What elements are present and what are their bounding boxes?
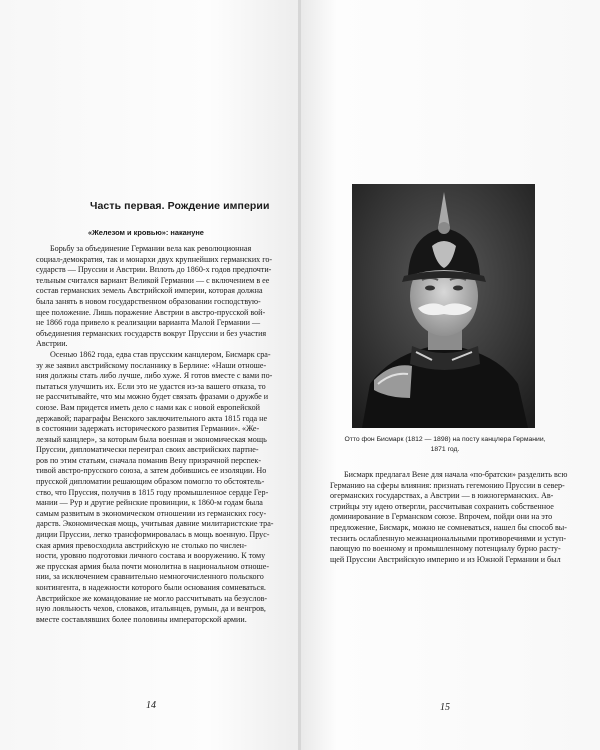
text-line: огерманских государствах, а Австрии — в южногерманских. Ав-	[330, 491, 554, 501]
left-page-text	[36, 244, 274, 625]
page-number-right: 15	[440, 702, 450, 713]
photo-caption	[338, 435, 552, 454]
text-line: тивой австро-прусского союза, а затем добившись ее изоляции. Но	[36, 466, 267, 476]
page-number-left: 14	[146, 700, 156, 711]
text-line: державой; параграфы Венского заключительного акта 1815 года не	[36, 413, 268, 423]
text-line: сударств — Пруссии и Австрии. Вплоть до 1860-х годов предпочти-	[36, 265, 272, 275]
text-line: мании — Рур и другие рейнские провинции, к 1860-м годам была	[36, 498, 263, 508]
text-line: ская армия превосходила австрийскую не столько по числен-	[36, 540, 247, 550]
text-line: социал-демократия, так и монархи двух крупнейших германских го-	[36, 254, 273, 264]
text-line: лезный канцлер», за которым была военная и экономическая мощь	[36, 434, 267, 444]
text-line: предложение, Бисмарк, можно не сомневаться, нашел бы способ вы-	[330, 522, 567, 532]
text-line: щее положение. Лишь поражение Австрии в австро-прусской вой-	[36, 307, 266, 317]
text-line: Австрии.	[36, 339, 68, 349]
text-line: контингента, в надежности которого были основания сомневаться.	[36, 583, 266, 592]
text-line: нии, за исключением сравнительно немногочисленного польского	[36, 572, 264, 582]
text-line: Пруссии, дипломатически переиграл своих австрийских партне-	[36, 445, 259, 455]
text-line: ности, уровню подготовки личного состава и вооружению. К тому	[36, 551, 266, 561]
text-line: не 1866 года привело к реализации варианта Малой Германии —	[36, 318, 261, 328]
text-line: стрийцы эту идею отвергли, рассчитывая сохранить собственное	[330, 501, 554, 511]
text-line: дарств. Экономическая мощь, учитывая давние милитаристские тра-	[36, 519, 274, 529]
left-page	[0, 0, 299, 750]
text-line: Бисмарк предлагал Вене для начала «по-братски» разделить всю	[344, 470, 568, 479]
text-line: союзе. Вам придется иметь дело с нами как с новой европейской	[36, 402, 260, 412]
text-line: не рассчитывайте, что мы можно будет связать фразами о дружбе и	[36, 392, 269, 402]
text-line: же прусская армия была почти монолитна в национальном отноше-	[36, 561, 270, 571]
text-line: ную лояльность чехов, словаков, итальянцев, румын, да и венгров,	[36, 604, 266, 614]
caption-line: Отто фон Бисмарк (1812 — 1898) на посту канцлера Германии,	[344, 436, 546, 443]
text-line: Борьбу за объединение Германии вела как революционная	[50, 244, 252, 253]
text-line: в состоянии задержать исторического развития Германии». «Же-	[36, 424, 260, 434]
text-line: Осенью 1862 года, едва став прусским канцлером, Бисмарк сра-	[50, 349, 271, 359]
text-line: диции Пруссии, легко трансформировалась в мощь военную. Прус-	[36, 530, 270, 540]
text-line: ния должны стать либо лучше, либо хуже. Я готов вместе с вами по-	[36, 371, 273, 381]
text-line: самым развитым в экономическом отношении из германских госу-	[36, 508, 267, 518]
part-title: Часть первая. Рождение империи	[90, 200, 270, 212]
portrait-photo	[352, 184, 535, 428]
caption-line: 1871 год.	[430, 445, 460, 453]
text-line: тельным считался вариант Великой Германии — с включением в ее	[36, 275, 270, 285]
text-line: доминирование в Германском союзе. Впрочем, пойди они на это	[330, 512, 553, 522]
text-line: ров по этим статьям, сначала поманив Вену призрачной перспек-	[36, 455, 262, 465]
text-line: Германию на сферы влияния: признать гегемонию Пруссии в север-	[330, 480, 565, 490]
right-page-text	[330, 470, 574, 565]
text-line: состав германских земель Австрийской империи, которая должна	[36, 286, 263, 296]
text-line: вместе составлявших более половины императорской армии.	[36, 614, 247, 624]
text-line: была занять в новом государственном образовании господствую-	[36, 296, 261, 306]
bismarck-portrait-icon	[352, 184, 535, 428]
text-line: пытаться улучшить их. Если это не удастся из-за вашего отказа, то	[36, 381, 266, 391]
text-line: Австрийское же командование не могло рассчитывать на безуслов-	[36, 593, 268, 603]
text-line: пающую по военному и промышленному потенциалу бурно расту-	[330, 544, 561, 554]
section-title: «Железом и кровью»: накануне	[88, 228, 204, 237]
text-line: щей Пруссии Австрийскую империю и из Южной Германии и был	[330, 554, 561, 564]
text-line: теснить ослабленную межнациональными противоречиями и уступ-	[330, 533, 567, 543]
text-line: ство, что Пруссия, получив в 1815 году промышленное сердце Гер-	[36, 487, 269, 497]
text-line: зу же заявил австрийскому посланнику в Берлине: «Наши отноше-	[36, 360, 267, 370]
text-line: прусской дипломатии решающим образом помогло то обстоятель-	[36, 477, 265, 487]
text-line: объединения германских государств вокруг Пруссии и без участия	[36, 328, 267, 338]
